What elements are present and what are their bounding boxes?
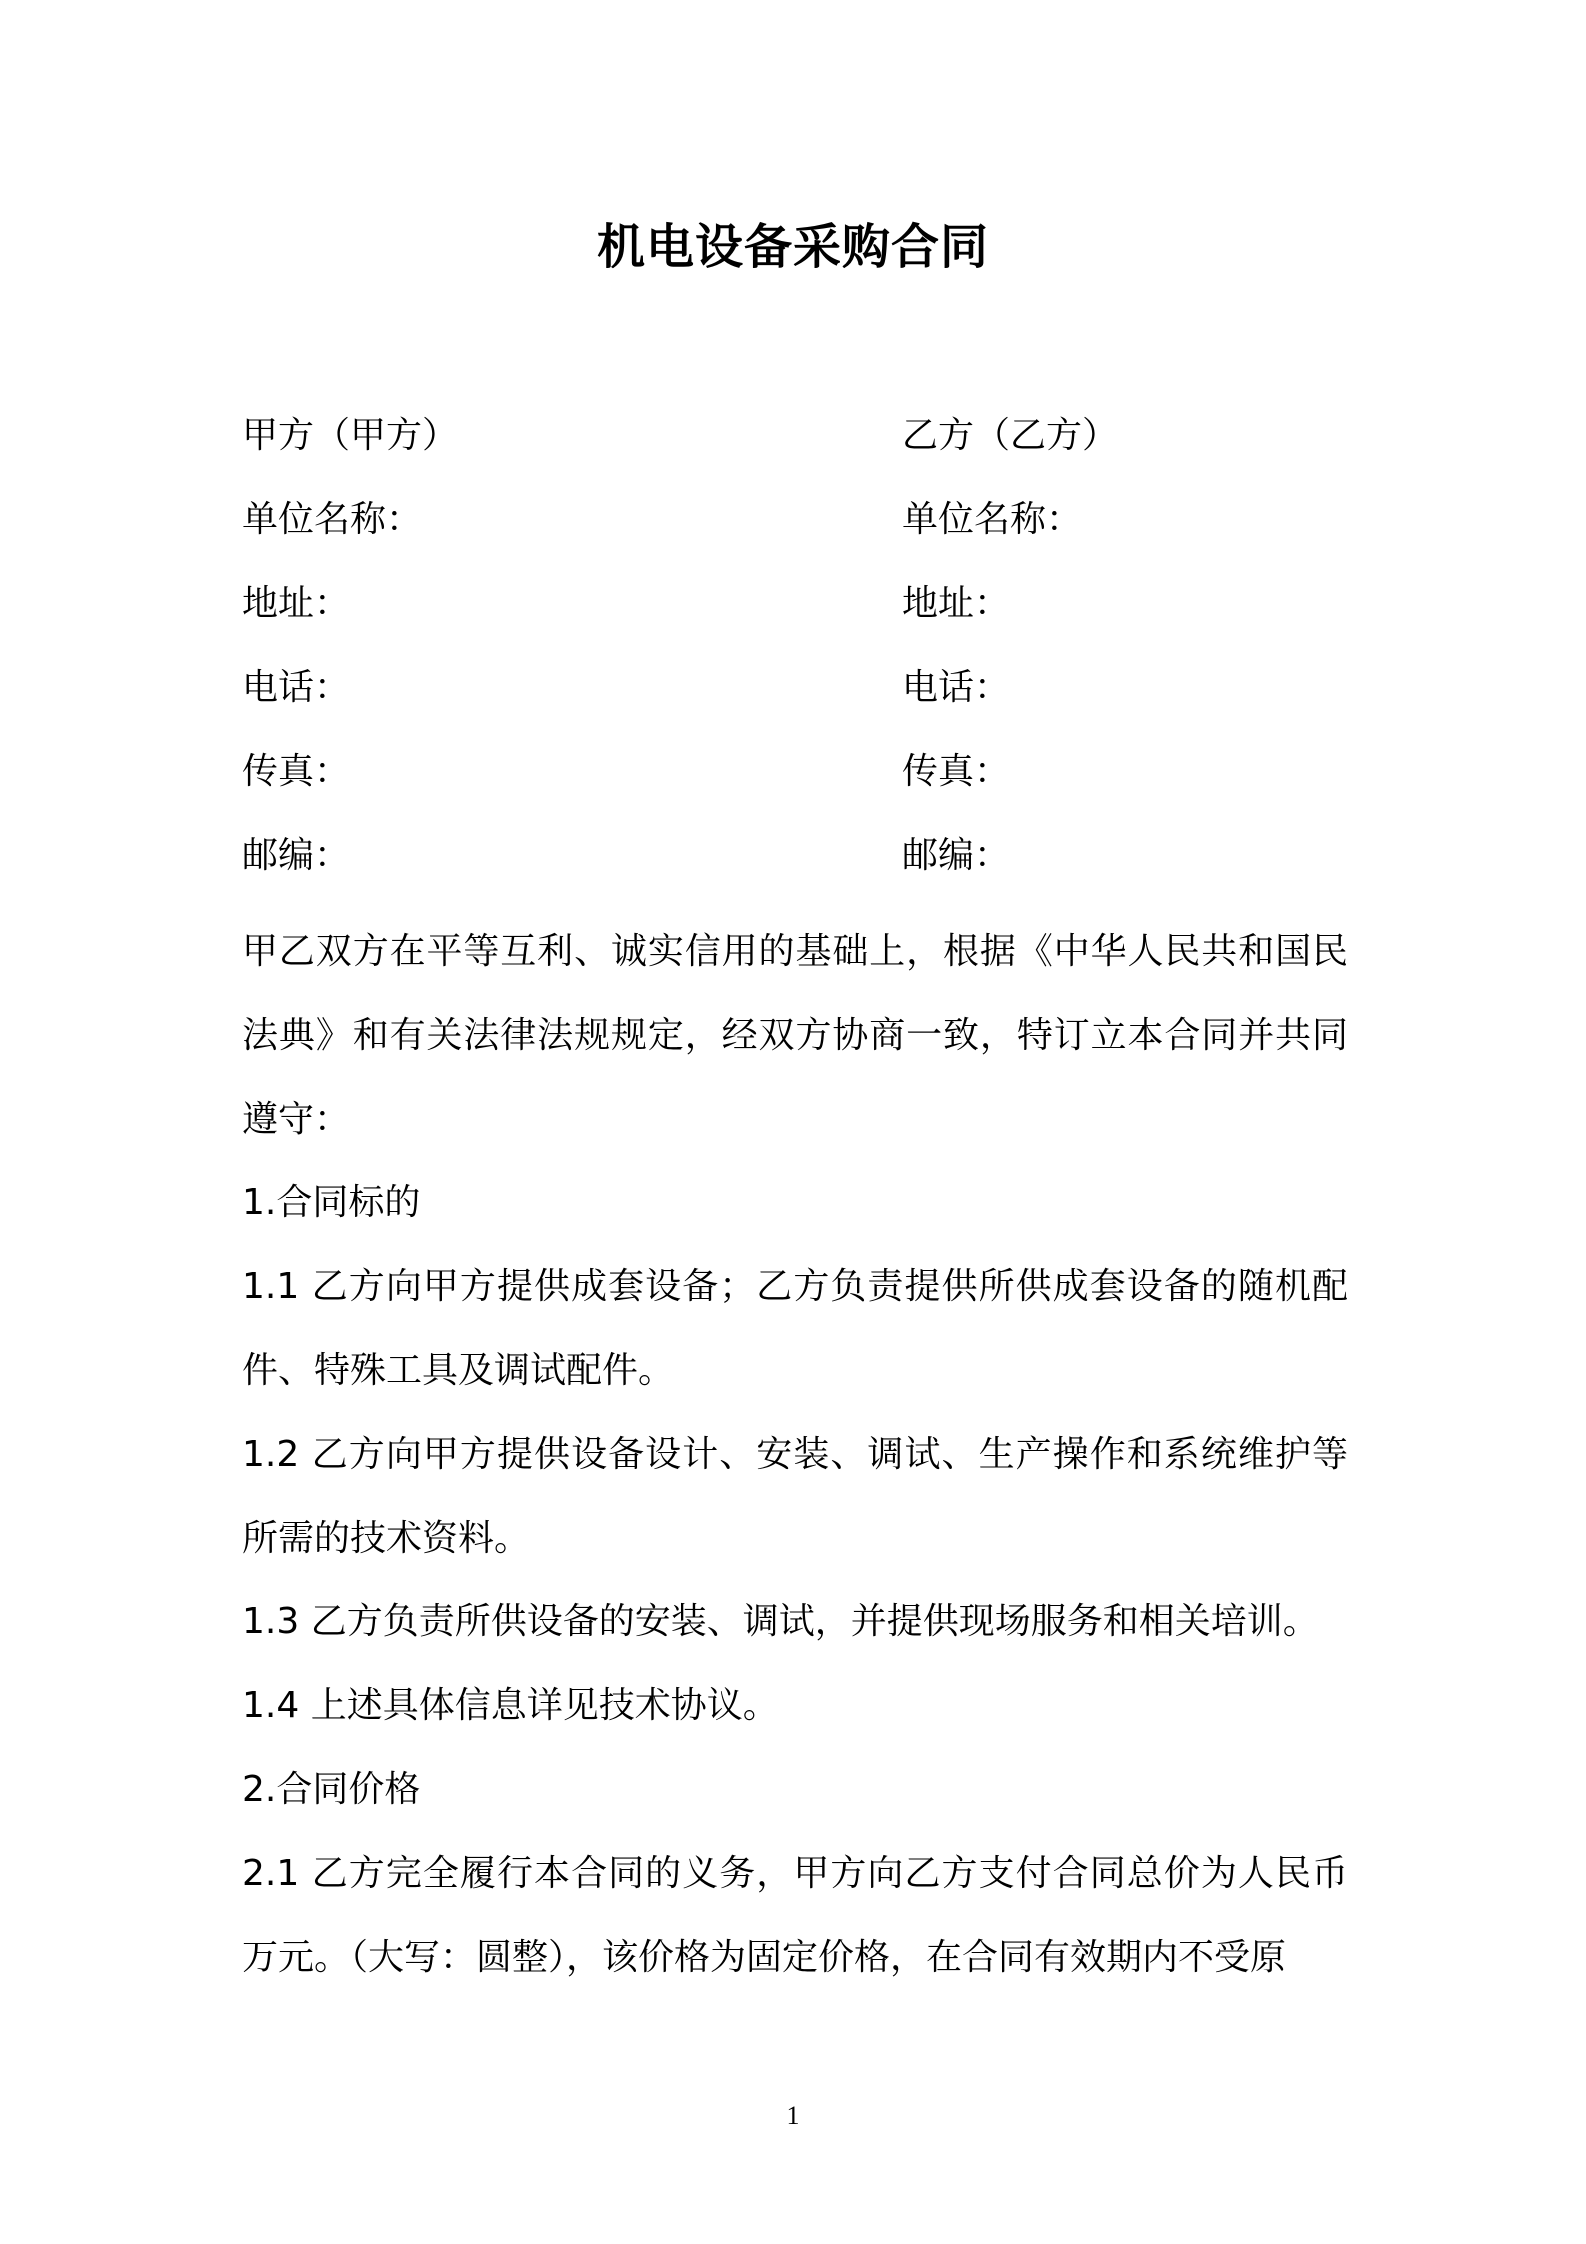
party-row-postcode [242,826,1342,886]
party-b-phone-label: 电话： [902,667,1011,708]
party-a-address-label: 地址： [242,583,351,624]
party-row-fax [242,742,1342,802]
document-title: 机电设备采购合同 [596,219,989,275]
section-heading-price: 2.合同价格 [242,1768,421,1810]
clause-1-2: 1.2 乙方向甲方提供设备设计、安装、调试、生产操作和系统维护等所需的技术资料。 [242,1433,1348,1559]
party-row-heading [242,406,1342,466]
contract-body [242,910,1348,1999]
party-b-fax-label: 传真： [902,751,1011,792]
party-a-phone-label: 电话： [242,667,351,708]
clause-1-4: 1.4 上述具体信息详见技术协议。 [242,1685,779,1727]
party-row-unit-name [242,490,1342,550]
party-row-address [242,574,1342,634]
party-a-heading: 甲方（甲方） [242,415,459,456]
party-a-unit-name-label: 单位名称： [242,499,423,540]
page-number: 1 [786,2101,800,2130]
party-b-address-label: 地址： [902,583,1011,624]
party-a-fax-label: 传真： [242,751,351,792]
clause-1-3: 1.3 乙方负责所供设备的安装、调试，并提供现场服务和相关培训。 [242,1601,1319,1643]
party-b-postcode-label: 邮编： [902,835,1011,876]
party-b-heading: 乙方（乙方） [902,415,1119,456]
section-heading-subject: 1.合同标的 [242,1182,421,1224]
party-row-phone [242,658,1342,718]
party-a-postcode-label: 邮编： [242,835,351,876]
clause-1-1: 1.1 乙方向甲方提供成套设备；乙方负责提供所供成套设备的随机配件、特殊工具及调试配件。 [242,1266,1348,1391]
preamble-paragraph: 甲乙双方在平等互利、诚实信用的基础上，根据《中华人民共和国民法典》和有关法律法规规定，经双方协商一致，特订立本合同并共同遵守： [242,931,1348,1140]
party-b-unit-name-label: 单位名称： [902,499,1083,540]
clause-2-1: 2.1 乙方完全履行本合同的义务，甲方向乙方支付合同总价为人民币万元。（大写：圆整），该价格为固定价格，在合同有效期内不受原 [242,1852,1348,1978]
